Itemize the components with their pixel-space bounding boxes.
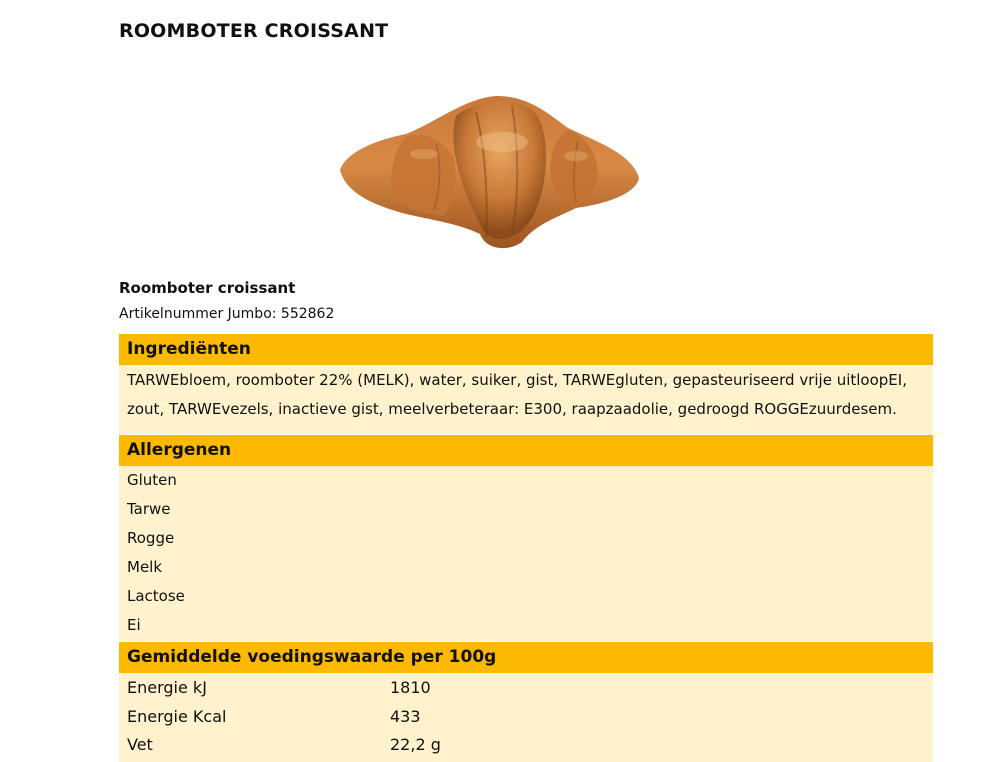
- nutrition-label: Energie Kcal: [127, 706, 227, 726]
- ingredients-text: TARWEbloem, roomboter 22% (MELK), water, suiker, gist, TARWEgluten, gepasteuriseerd vrije uitloopEI, zout, TARWEvezels, inactieve gist, meelverbeteraar: E300, raapzaadolie, gedroogd ROGGEzuurdesem.: [127, 371, 907, 418]
- nutrition-section: [119, 642, 933, 762]
- nutrition-value: 433: [390, 706, 421, 726]
- allergens-header: Allergenen: [119, 435, 933, 466]
- allergen-item: Melk: [127, 558, 163, 576]
- product-name: Roomboter croissant: [119, 279, 296, 297]
- ingredients-header: Ingrediënten: [119, 334, 933, 365]
- page-title: ROOMBOTER CROISSANT: [119, 20, 389, 42]
- nutrition-header: Gemiddelde voedingswaarde per 100g: [119, 642, 933, 673]
- allergen-item: Lactose: [127, 587, 185, 605]
- croissant-image: [336, 92, 642, 252]
- article-number: Artikelnummer Jumbo: 552862: [119, 306, 335, 322]
- ingredients-section: [119, 334, 933, 434]
- allergen-item: Rogge: [127, 529, 175, 547]
- nutrition-value: 1810: [390, 678, 431, 697]
- allergen-item: Gluten: [127, 471, 177, 489]
- nutrition-row: [119, 673, 933, 702]
- nutrition-label: Energie kJ: [127, 678, 207, 697]
- nutrition-label: Vet: [127, 735, 153, 754]
- nutrition-row: [119, 702, 933, 731]
- allergen-item: Tarwe: [127, 500, 171, 518]
- allergen-item: Ei: [127, 616, 141, 634]
- allergens-list: [119, 466, 933, 640]
- nutrition-value: 22,2 g: [390, 735, 441, 754]
- nutrition-row: [119, 730, 933, 759]
- allergens-section: [119, 435, 933, 641]
